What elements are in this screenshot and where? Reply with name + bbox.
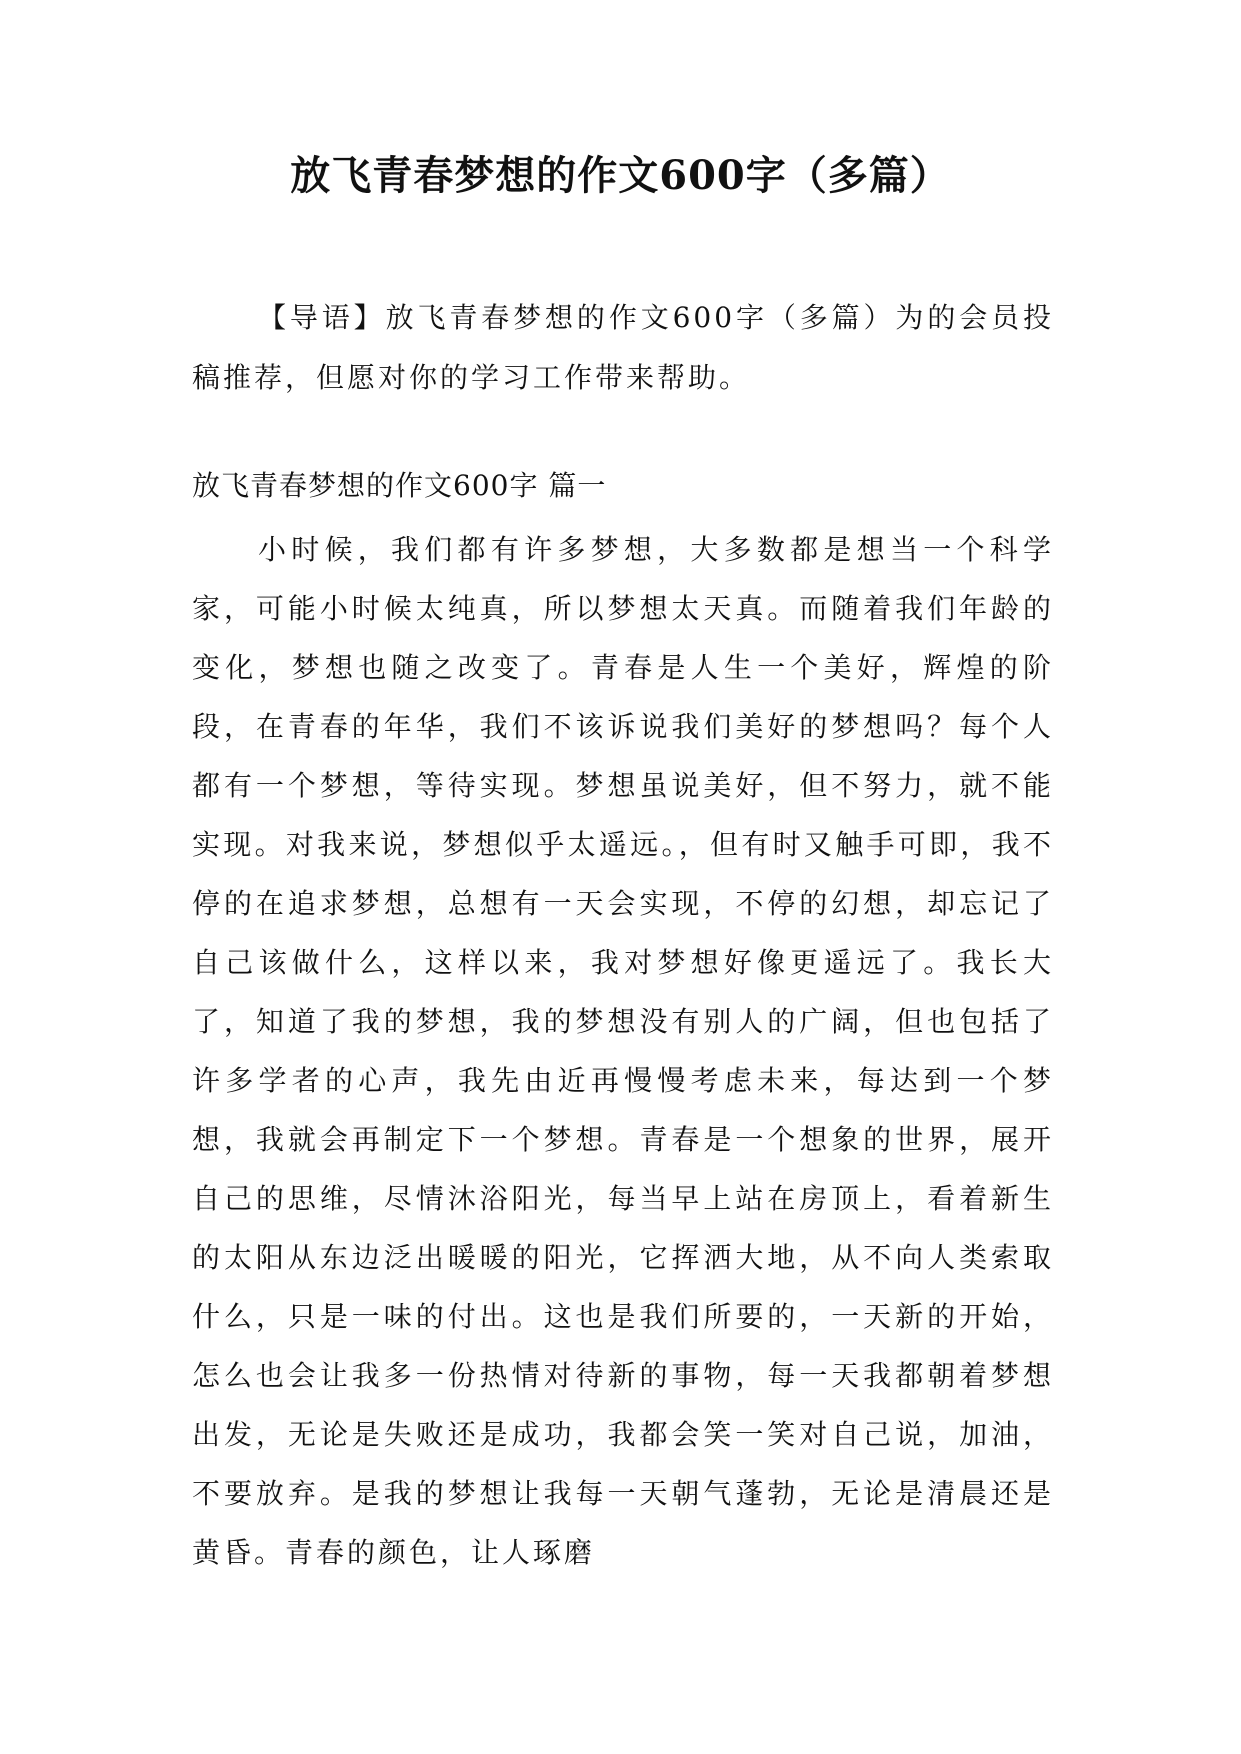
intro-paragraph: 【导语】放飞青春梦想的作文600字（多篇）为的会员投稿推荐，但愿对你的学习工作带来帮助。	[192, 301, 1054, 394]
body-paragraph: 小时候，我们都有许多梦想，大多数都是想当一个科学家，可能小时候太纯真，所以梦想太天真。而随着我们年龄的变化，梦想也随之改变了。青春是人生一个美好，辉煌的阶段，在青春的年华，我们不该诉说我们美好的梦想吗？每个人都有一个梦想，等待实现。梦想虽说美好，但不努力，就不能实现。对我来说，梦想似乎太遥远。，但有时又触手可即，我不停的在追求梦想，总想有一天会实现，不停的幻想，却忘记了自己该做什么，这样以来，我对梦想好像更遥远了。我长大了，知道了我的梦想，我的梦想没有别人的广阔，但也包括了许多学者的心声，我先由近再慢慢考虑未来，每达到一个梦想，我就会再制定下一个梦想。青春是一个想象的世界，展开自己的思维，尽情沐浴阳光，每当早上站在房顶上，看着新生的太阳从东边泛出暖暖的阳光，它挥洒大地，从不向人类索取什么，只是一味的付出。这也是我们所要的，一天新的开始，怎么也会让我多一份热情对待新的事物，每一天我都朝着梦想出发，无论是失败还是成功，我都会笑一笑对自己说，加油，不要放弃。是我的梦想让我每一天朝气蓬勃，无论是清晨还是黄昏。青春的颜色，让人琢磨	[192, 533, 1054, 1569]
document-title: 放飞青春梦想的作文600字（多篇）	[290, 152, 951, 199]
section-heading: 放飞青春梦想的作文600字 篇一	[192, 469, 607, 502]
